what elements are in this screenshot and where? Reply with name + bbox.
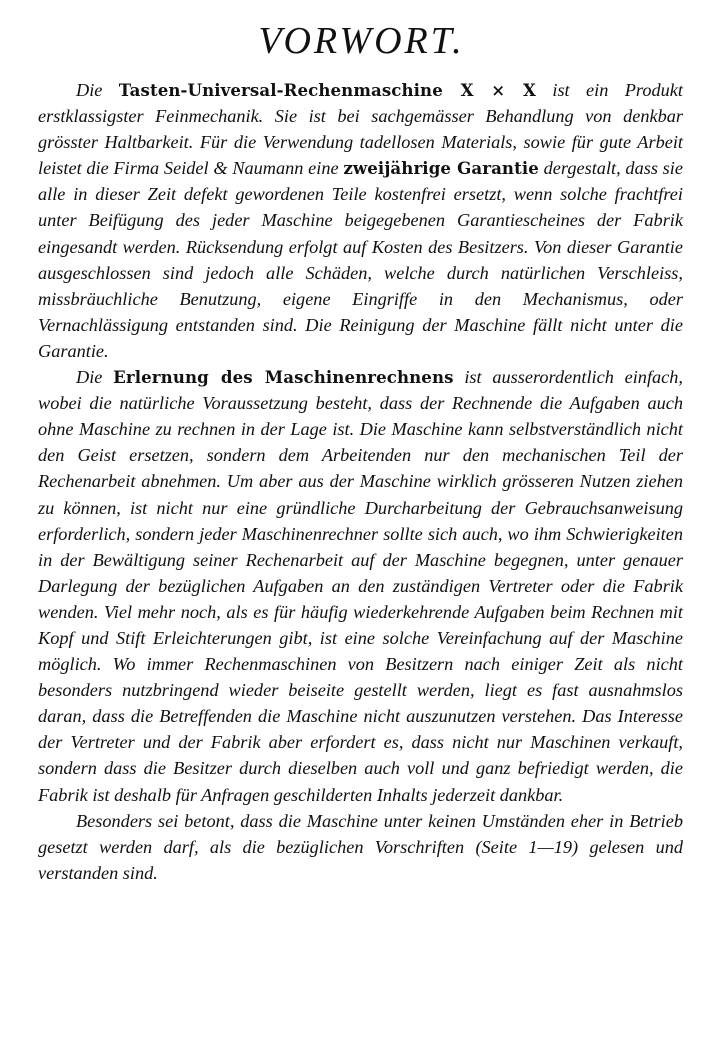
- text-segment: dergestalt, dass sie alle in dieser Zeit defekt gewordenen Teile kostenfrei ersetzt, wenn solche frachtfrei unter Beifügung des jeder Maschine beigegebenen Garantiescheines der Fabrik eingesandt werden. Rücksendung erfolgt auf Kosten des Besitzers. Von dieser Garantie ausgeschlossen sind jedoch alle Schäden, welche durch natürlichen Verschleiss, missbräuchliche Benutzung, eigene Eingriffe in den Mechanismus, oder Vernachlässigung entstanden sind. Die Reinigung der Maschine fällt nicht unter die Garantie.: [38, 158, 683, 361]
- text-segment: Die: [76, 80, 119, 100]
- emphasis-model-x: X: [442, 80, 492, 100]
- text-segment: ist ein Produkt erstklassigster Feinmechanik. Sie ist bei sachgemässer Behandlung von denkbar grösster Haltbarkeit. Für die Verwendung tadellosen Materials, sowie für gute Arbeit leistet die Firma Seidel & Naumann eine: [38, 80, 683, 179]
- emphasis-machine-name: Tasten-Universal-Rechenmaschine: [118, 80, 443, 100]
- paragraph-warranty: [38, 77, 683, 364]
- paragraph-notice: [38, 808, 683, 886]
- page-title: VORWORT.: [258, 20, 465, 62]
- emphasis-warranty: zweijährige Garantie: [343, 158, 539, 179]
- emphasis-model-times: ×: [491, 80, 506, 100]
- emphasis-learning: Erlernung des Maschinenrechnens: [113, 367, 454, 388]
- text-segment: Besonders sei betont, dass die Maschine unter keinen Umständen eher in Betrieb gesetzt werden darf, als die bezüglichen Vorschriften (Seite 1—19) gelesen und verstanden sind.: [38, 810, 683, 883]
- paragraph-learning: [38, 364, 683, 808]
- text-segment: ist ausserordentlich einfach, wobei die natürliche Voraussetzung besteht, dass der Rechnende die Aufgaben auch ohne Maschine zu rechnen in der Lage ist. Die Maschine kann selbstverständlich nicht den Geist ersetzen, sondern dem Arbeitenden nur den mechanischen Teil der Rechenarbeit abnehmen. Um aber aus der Maschine wirklich grösseren Nutzen ziehen zu können, ist nicht nur eine gründliche Durcharbeitung der Gebrauchsanweisung erforderlich, sondern jeder Maschinenrechner sollte sich auch, wo ihm Schwierigkeiten in der Bewältigung seiner Rechenarbeit auf der Maschine begegnen, unter genauer Darlegung der bezüglichen Aufgaben an den zuständigen Vertreter oder die Fabrik wenden. Viel mehr noch, als es für häufig wiederkehrende Aufgaben beim Rechnen mit Kopf und Stift Erleichterungen gibt, ist eine solche Vereinfachung auf der Maschine möglich. Wo immer Rechenmaschinen von Besitzern nach einiger Zeit als nicht besonders nutzbringend wieder beiseite gestellt werden, liegt es fast ausnahmslos daran, dass die Betreffenden die Maschine nicht auszunutzen verstehen. Das Interesse der Vertreter und der Fabrik aber erfordert es, dass nicht nur Maschinen verkauft, sondern dass die Besitzer durch dieselben auch voll und ganz befriedigt werden, die Fabrik ist deshalb für Anfragen geschilderten Inhalts jederzeit dankbar.: [38, 367, 683, 805]
- text-segment: Die: [76, 367, 114, 388]
- preface-body: [38, 77, 683, 886]
- emphasis-model-x: X: [505, 80, 536, 100]
